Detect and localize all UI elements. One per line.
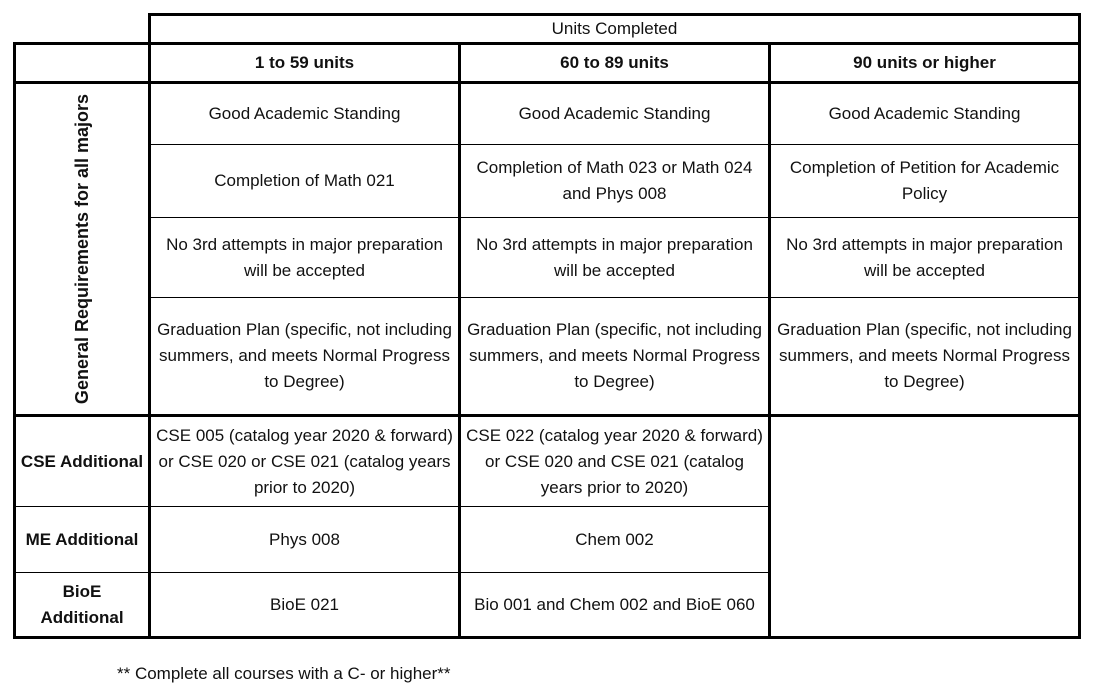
general-cell: No 3rd attempts in major preparation will be accepted [150,218,460,298]
general-cell: Good Academic Standing [150,83,460,145]
me-cell-60-89: Chem 002 [460,507,770,573]
me-cell-1-59: Phys 008 [150,507,460,573]
bioe-cell-60-89: Bio 001 and Chem 002 and BioE 060 [460,573,770,638]
general-cell: Graduation Plan (specific, not including summers, and meets Normal Progress to Degree) [460,298,770,416]
general-cell: Good Academic Standing [460,83,770,145]
bioe-cell-1-59: BioE 021 [150,573,460,638]
general-cell: No 3rd attempts in major preparation will be accepted [460,218,770,298]
general-cell: Good Academic Standing [770,83,1080,145]
general-cell: No 3rd attempts in major preparation will be accepted [770,218,1080,298]
empty-90-plus-additional-cell [770,416,1080,638]
footnote: ** Complete all courses with a C- or higher** [117,664,451,683]
column-header-90-plus: 90 units or higher [770,44,1080,83]
me-additional-label: ME Additional [15,507,150,573]
column-header-1-59: 1 to 59 units [150,44,460,83]
general-cell: Graduation Plan (specific, not including summers, and meets Normal Progress to Degree) [150,298,460,416]
general-cell: Completion of Petition for Academic Policy [770,145,1080,218]
column-header-60-89: 60 to 89 units [460,44,770,83]
bioe-additional-label: BioE Additional [15,573,150,638]
cse-additional-label: CSE Additional [15,416,150,507]
empty-corner-cell [15,15,150,44]
cse-cell-60-89: CSE 022 (catalog year 2020 & forward) or CSE 020 and CSE 021 (catalog years prior to 2020) [460,416,770,507]
general-requirements-label-cell [15,83,150,416]
cse-cell-1-59: CSE 005 (catalog year 2020 & forward) or CSE 020 or CSE 021 (catalog years prior to 2020) [150,416,460,507]
row-header-corner [15,44,150,83]
requirements-table [13,13,1081,639]
units-completed-header: Units Completed [150,15,1080,44]
general-requirements-label: General Requirements for all majors [72,93,92,405]
general-cell: Completion of Math 021 [150,145,460,218]
general-cell: Graduation Plan (specific, not including summers, and meets Normal Progress to Degree) [770,298,1080,416]
general-cell: Completion of Math 023 or Math 024 and Phys 008 [460,145,770,218]
